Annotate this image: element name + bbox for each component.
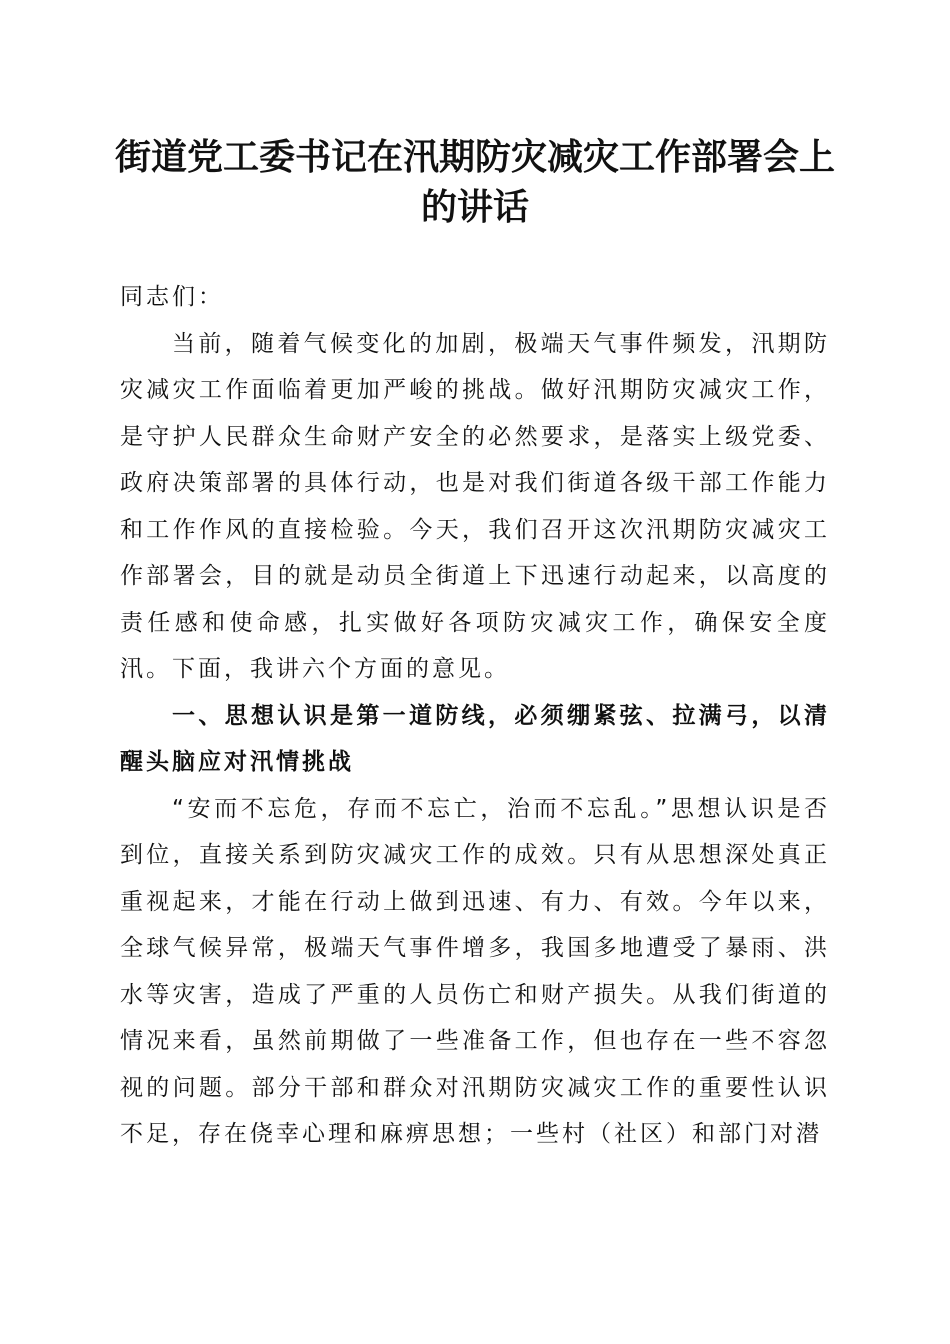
document-title: 街道党工委书记在汛期防灾减灾工作部署会上的讲话 bbox=[114, 136, 835, 228]
salutation: 同志们： bbox=[120, 284, 224, 310]
intro-paragraph: 当前，随着气候变化的加剧，极端天气事件频发，汛期防灾减灾工作面临着更加严峻的挑战。做好汛期防灾减灾工作，是守护人民群众生命财产安全的必然要求，是落实上级党委、政府决策部署的具体行动，也是对我们街道各级干部工作能力和工作作风的直接检验。今天，我们召开这次汛期防灾减灾工作部署会，目的就是动员全街道上下迅速行动起来，以高度的责任感和使命感，扎实做好各项防灾减灾工作，确保安全度汛。下面，我讲六个方面的意见。 bbox=[120, 330, 830, 682]
document-body bbox=[120, 274, 830, 1158]
section-paragraph-1: “安而不忘危，存而不忘亡，治而不忘乱。”思想认识是否到位，直接关系到防灾减灾工作的成效。只有从思想深处真正重视起来，才能在行动上做到迅速、有力、有效。今年以来，全球气候异常，极端天气事件增多，我国多地遭受了暴雨、洪水等灾害，造成了严重的人员伤亡和财产损失。从我们街道的情况来看，虽然前期做了一些准备工作，但也存在一些不容忽视的问题。部分干部和群众对汛期防灾减灾工作的重要性认识不足，存在侥幸心理和麻痹思想；一些村（社区）和部门对潜 bbox=[120, 795, 830, 1147]
section-heading-1: 一、思想认识是第一道防线，必须绷紧弦、拉满弓，以清醒头脑应对汛情挑战 bbox=[120, 702, 830, 775]
